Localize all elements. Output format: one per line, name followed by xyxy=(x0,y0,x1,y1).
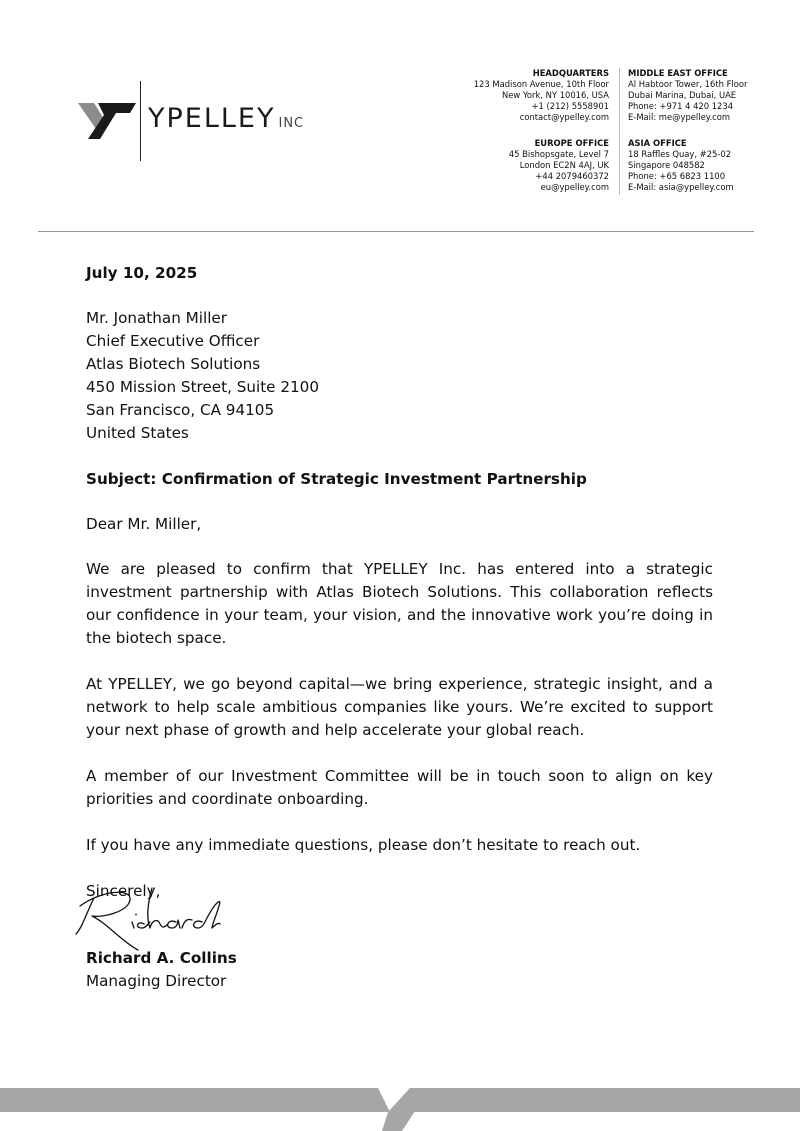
footer-band xyxy=(0,1088,800,1131)
handwritten-signature xyxy=(72,884,232,956)
office-divider xyxy=(619,68,620,195)
recipient-line: Chief Executive Officer xyxy=(86,332,260,350)
office-line: +44 2079460372 xyxy=(535,171,609,181)
signer-name: Richard A. Collins xyxy=(86,949,237,967)
office-headquarters xyxy=(474,68,609,123)
logo-divider xyxy=(140,81,141,161)
office-line: Phone: +971 4 420 1234 xyxy=(628,101,734,111)
ypelley-logo-icon xyxy=(78,103,136,139)
office-title: HEADQUARTERS xyxy=(532,68,609,78)
office-line: Dubai Marina, Dubai, UAE xyxy=(628,90,737,100)
body-paragraph: If you have any immediate questions, please don’t hesitate to reach out. xyxy=(86,836,641,854)
office-asia xyxy=(628,138,734,193)
office-line: eu@ypelley.com xyxy=(540,182,609,192)
office-line: 123 Madison Avenue, 10th Floor xyxy=(473,79,609,89)
letter-closing: Sincerely, xyxy=(86,882,161,900)
office-title: EUROPE OFFICE xyxy=(534,138,609,148)
office-line: E-Mail: asia@ypelley.com xyxy=(628,182,734,192)
letter-salutation: Dear Mr. Miller, xyxy=(86,515,202,533)
office-europe xyxy=(509,138,609,193)
recipient-line: Mr. Jonathan Miller xyxy=(86,309,228,327)
recipient-line: United States xyxy=(86,424,189,442)
office-line: New York, NY 10016, USA xyxy=(501,90,609,100)
office-line: +1 (212) 5558901 xyxy=(531,101,609,111)
signer-title: Managing Director xyxy=(86,972,227,990)
office-line: E-Mail: me@ypelley.com xyxy=(628,112,731,122)
office-middle-east xyxy=(628,68,747,123)
letter-body xyxy=(86,262,713,903)
header-rule xyxy=(38,231,754,232)
office-title: MIDDLE EAST OFFICE xyxy=(628,68,728,78)
recipient-line: Atlas Biotech Solutions xyxy=(86,355,261,373)
office-line: Singapore 048582 xyxy=(628,160,705,170)
body-paragraph: At YPELLEY, we go beyond capital—we bring experience, strategic insight, and a network to help scale ambitious companies like yours. We’re excited to support your next phase of growth and help accelerate your global reach. xyxy=(86,675,713,739)
letter-subject: Subject: Confirmation of Strategic Investment Partnership xyxy=(86,470,587,488)
recipient-line: San Francisco, CA 94105 xyxy=(86,401,275,419)
brand-name: YPELLEY xyxy=(148,103,276,134)
recipient-address xyxy=(86,307,713,445)
office-line: Phone: +65 6823 1100 xyxy=(628,171,726,181)
office-line: London EC2N 4AJ, UK xyxy=(519,160,609,170)
office-line: 18 Raffles Quay, #25-02 xyxy=(628,149,732,159)
office-title: ASIA OFFICE xyxy=(628,138,687,148)
recipient-line: 450 Mission Street, Suite 2100 xyxy=(86,378,319,396)
letter-date: July 10, 2025 xyxy=(86,264,198,282)
signature-block xyxy=(86,947,237,993)
office-line: 45 Bishopsgate, Level 7 xyxy=(508,149,609,159)
office-line: contact@ypelley.com xyxy=(519,112,609,122)
body-paragraph: We are pleased to confirm that YPELLEY Inc. has entered into a strategic investment partnership with Atlas Biotech Solutions. This collaboration reflects our confidence in your team, your vision, and the innovative work you’re doing in the biotech space. xyxy=(86,560,713,647)
body-paragraph: A member of our Investment Committee will be in touch soon to align on key priorities and coordinate onboarding. xyxy=(86,767,713,808)
logo-wordmark xyxy=(148,103,304,134)
office-line: Al Habtoor Tower, 16th Floor xyxy=(628,79,748,89)
brand-suffix: INC xyxy=(278,116,305,131)
company-logo xyxy=(78,81,358,163)
